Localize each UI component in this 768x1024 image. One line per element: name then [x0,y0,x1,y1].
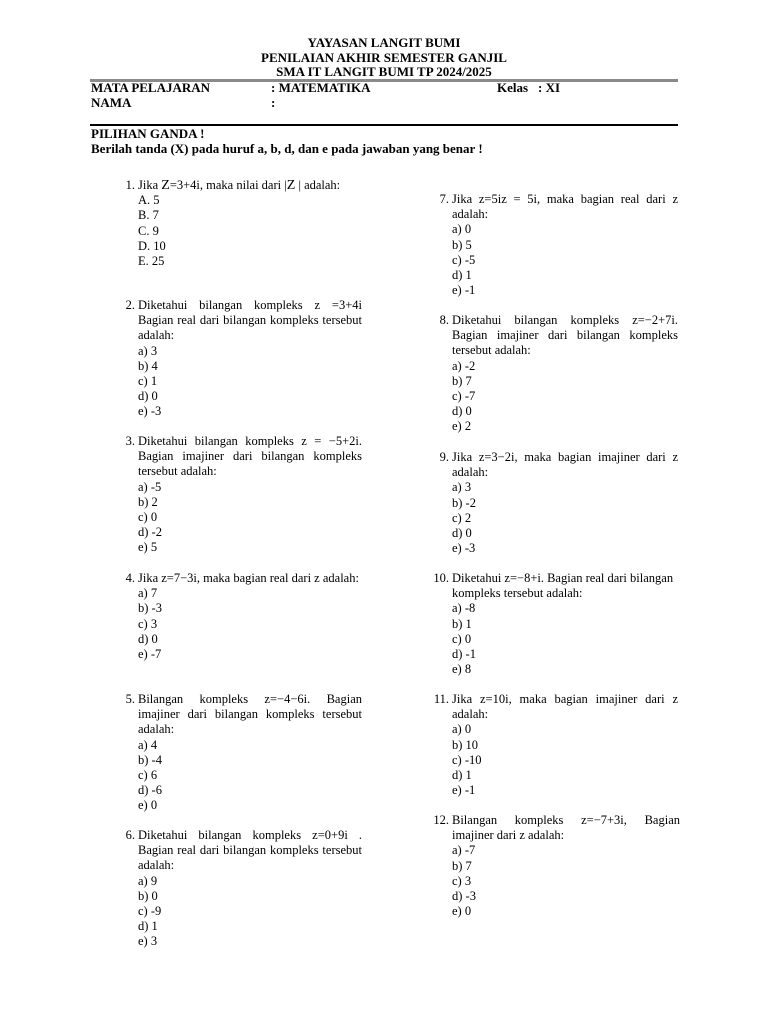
option-d: d) -6 [138,783,162,798]
question-stem: Diketahui bilangan kompleks z =3+4i Bagian real dari bilangan kompleks tersebut adalah: [138,298,362,343]
question-number: 8. [439,313,449,327]
option-a: a) 4 [138,737,158,752]
question-stem: Bilangan kompleks z=−7+3i, Bagian imajiner dari z adalah: [452,813,680,843]
option-a: a) 0 [452,722,472,737]
option-b: B. 7 [138,208,159,223]
option-e: e) -1 [452,783,476,798]
question-stem: Diketahui bilangan kompleks z = −5+2i. Bagian imajiner dari bilangan kompleks tersebut adalah: [138,434,362,479]
foundation-name: YAYASAN LANGIT BUMI [307,35,461,50]
question-stem: Bilangan kompleks z=−4−6i. Bagian imajiner dari bilangan kompleks tersebut adalah: [138,692,362,737]
option-e: e) 5 [138,540,158,555]
subject-label: MATA PELAJARAN [91,80,211,95]
option-c: c) -7 [452,389,476,404]
option-c: C. 9 [138,223,159,238]
question-number: 4. [125,571,135,585]
option-e: e) -3 [138,404,162,419]
option-d: d) 1 [138,919,158,934]
option-b: b) -3 [138,601,162,616]
option-a: a) -7 [452,843,476,858]
option-c: c) 3 [452,873,472,888]
class-label: Kelas [497,80,529,95]
option-d: d) 1 [452,268,472,283]
option-d: d) 0 [452,404,472,419]
option-e: e) -7 [138,647,162,662]
option-e: e) 0 [452,904,472,919]
option-c: c) 3 [138,616,158,631]
option-d: d) -3 [452,889,476,904]
option-c: c) 0 [452,631,472,646]
option-b: b) 1 [452,616,472,631]
question-number: 5. [125,692,135,706]
subject-value: : MATEMATIKA [271,80,371,95]
option-c: c) -10 [452,752,482,767]
option-c: c) 2 [452,510,472,525]
question-stem: Jika z=5iz = 5i, maka bagian real dari z adalah: [452,192,678,222]
option-d: d) 1 [452,768,472,783]
question-stem: Jika z=7−3i, maka bagian real dari z adalah: [138,571,359,585]
option-a: a) -2 [452,358,476,373]
question-stem: Diketahui bilangan kompleks z=−2+7i. Bagian imajiner dari bilangan kompleks tersebut adalah: [452,313,678,358]
option-a: A. 5 [138,193,160,208]
option-c: c) 1 [138,374,158,389]
name-label: NAMA [91,94,132,110]
option-c: c) -5 [452,252,476,267]
school-year: SMA IT LANGIT BUMI TP 2024/2025 [276,64,492,79]
question-stem: Jika z=3−2i, maka bagian imajiner dari z adalah: [452,450,678,480]
option-e: e) 8 [452,662,472,677]
option-b: b) 7 [452,858,472,873]
option-d: d) -2 [138,525,162,540]
question-number: 6. [125,828,135,842]
question-stem: Diketahui z=−8+i. Bagian real dari bilangan kompleks tersebut adalah: [452,571,674,601]
option-a: a) -8 [452,601,476,616]
question-number: 10. [433,571,449,585]
option-e: e) 0 [138,798,158,813]
option-d: d) -1 [452,647,476,662]
option-e: e) -3 [452,541,476,556]
name-value: : [271,94,276,110]
option-e: e) 3 [138,934,158,949]
question-stem: Jika z=10i, maka bagian imajiner dari z adalah: [452,692,678,722]
section-title: PILIHAN GANDA ! [91,126,205,141]
option-a: a) -5 [138,479,162,494]
option-b: b) 2 [138,494,158,509]
option-a: a) 3 [452,480,472,495]
class-value: : XI [538,80,561,95]
option-d: d) 0 [138,631,158,646]
option-b: b) 7 [452,373,472,388]
option-c: c) -9 [138,904,162,919]
instruction-text: Berilah tanda (X) pada huruf a, b, d, dan e pada jawaban yang benar ! [91,141,483,156]
question-number: 2. [125,298,135,312]
option-b: b) 10 [452,737,479,752]
option-d: d) 0 [452,526,472,541]
option-c: c) 0 [138,510,158,525]
instructions [91,126,483,156]
question-number: 12. [433,813,449,827]
option-a: a) 7 [138,586,158,601]
question-stem: Diketahui bilangan kompleks z=0+9i . Bagian real dari bilangan kompleks tersebut adalah: [138,828,362,873]
option-d: d) 0 [138,389,158,404]
option-c: c) 6 [138,768,158,783]
option-a: a) 0 [452,222,472,237]
question-number: 11. [433,692,449,706]
option-b: b) 4 [138,358,158,373]
document-header [0,36,768,80]
option-e: e) 2 [452,419,472,434]
option-e: e) -1 [452,283,476,298]
option-b: b) -2 [452,495,476,510]
option-a: a) 3 [138,343,158,358]
question-number: 1. [125,178,135,192]
option-e: E. 25 [138,254,165,269]
exam-info [91,81,678,110]
question-number: 7. [439,192,449,206]
exam-title: PENILAIAN AKHIR SEMESTER GANJIL [261,49,507,65]
question-stem: Jika Z=3+4i, maka nilai dari |Z | adalah: [138,178,341,193]
option-b: b) -4 [138,752,162,767]
option-d: D. 10 [138,238,166,253]
question-number: 9. [439,450,449,464]
option-b: b) 0 [138,888,158,903]
option-b: b) 5 [452,237,472,252]
option-a: a) 9 [138,873,158,888]
question-number: 3. [125,434,135,448]
